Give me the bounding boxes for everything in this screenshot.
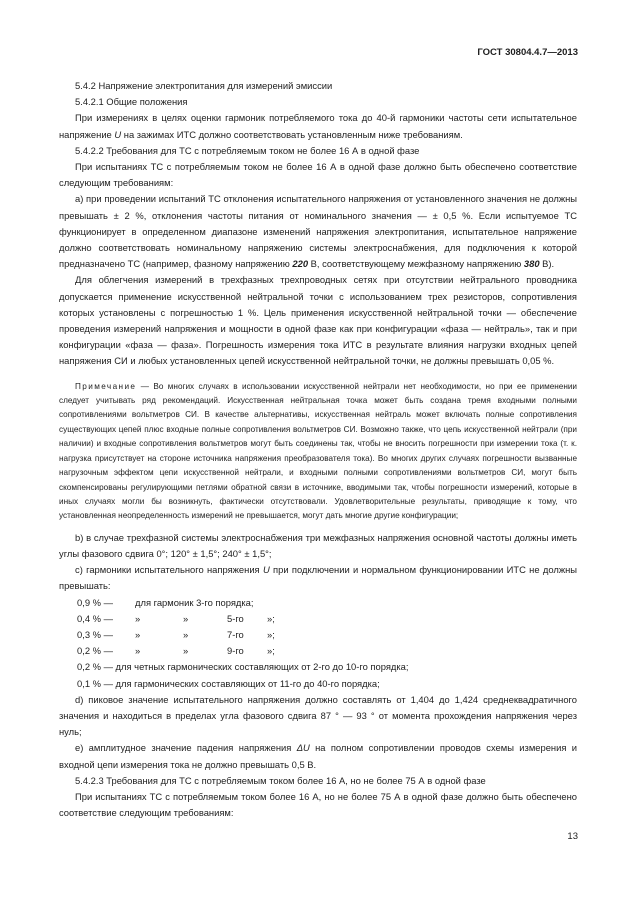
- harmonics-list: [59, 595, 577, 692]
- item-d: d) пиковое значение испытательного напряжения должно составлять от 1,404 до 1,424 среднеквадратичного значения и находиться в пределах угла фазового сдвига 87 ° — 93 ° от момента прохождения напряжения через нуль;: [59, 693, 577, 738]
- paragraph-neutral-point: Для облегчения измерений в трехфазных трехпроводных сетях при отсутствии нейтрального проводника допускается применение искусственной нейтральной точки с использованием трех резисторов, сопротивления которых установлены с погрешностью 1 %. Цель применения искусственной нейтральной точки — обеспечение проведения измерений напряжения и мощности в одной фазе как при конфигурации «фаза — нейтраль», так и при конфигурации «фаза — фаза». Погрешность измерения тока ИТС в результате влияния нагрузки входных цепей напряжения СИ и любых установленных цепей искусственной нейтральной точки, не должны превышать 0,05 %.: [59, 274, 577, 367]
- harmonic-high-line: 0,1 % — для гармонических составляющих от 11-го до 40-го порядка;: [77, 677, 380, 689]
- harmonic-row: 0,9 % — для гармоник 3-го порядка;: [77, 596, 254, 608]
- paragraph-requirements-intro: При испытаниях ТС с потребляемым током не более 16 А в одной фазе должно быть обеспечено соответствие следующим требованиям:: [59, 161, 577, 189]
- standard-header: ГОСТ 30804.4.7—2013: [477, 47, 578, 58]
- harmonic-row: 0,2 % — » » 9-го »;: [77, 645, 275, 657]
- page-number: 13: [567, 831, 578, 842]
- item-e: е) амплитудное значение падения напряжения ΔU на полном сопротивлении проводов схемы измерения и входной цепи измерения тока не должно превышать 0,5 В.: [59, 742, 577, 770]
- paragraph-requirements-75a: При испытаниях ТС с потребляемым током более 16 А, но не более 75 А в одной фазе должно быть обеспечено соответствие следующим требованиям:: [59, 790, 577, 819]
- section-heading-5-4-2-2: 5.4.2.2 Требования для ТС с потребляемым током не более 16 А в одной фазе: [75, 144, 420, 156]
- harmonic-row: 0,4 % — » » 5-го »;: [77, 612, 275, 624]
- harmonic-even-line: 0,2 % — для четных гармонических составляющих от 2-го до 10-го порядка;: [77, 661, 409, 673]
- note: Примечание — Во многих случаях в использовании искусственной нейтрали нет необходимости, но при ее применении следует учитывать ряд рекомендаций. Искусственная нейтральная точка может быть создана тремя входными полными сопротивлениями вольтметров СИ. В качестве альтернативы, искусственная нейтраль может включать полные сопротивления существующих цепей плюс входные полные сопротивления вольтметров СИ. Возможно также, что цепь искусственной нейтрали (при наличии) и входные сопротивления вольтметров могут быть соединены так, чтобы не вносить погрешности при измерении тока (т. к. нагрузка присутствует на стороне источника напряжения преобразователя тока). Во многих других случаях погрешности вызванные нагрузочным эффектом цепи искусственной нейтрали, и входными полными сопротивлениями вольтметров СИ, могут быть скомпенсированы регулирующими петлями обратной связи в источнике, вводимыми так, чтобы погрешности измерений, которые в иных случаях могли бы возникнуть, фактически отсутствовали. Удовлетворительные результаты, приводящие к тому, что установленная неопределенность измерений не превышается, могут дать многие другие конфигурации;: [59, 381, 577, 521]
- section-heading-5-4-2-3: 5.4.2.3 Требования для ТС с потребляемым током более 16 А, но не более 75 А в одной фазе: [75, 774, 486, 786]
- harmonic-row: 0,3 % — » » 7-го »;: [77, 628, 275, 640]
- note-label: Примечание: [75, 381, 137, 391]
- item-a: а) при проведении испытаний ТС отклонения испытательного напряжения от установленного значения не должны превышать ± 2 %, отклонения частоты питания от номинального значения — ± 0,5 %. Если испытуемое ТС функционирует в определенном диапазоне изменений напряжения электропитания, испытательное напряжение должно соответствовать номинальному напряжению системы электроснабжения, для подключения к которой предназначено ТС (например, фазному напряжению 220 В, соответствующему межфазному напряжению 380 В).: [59, 193, 577, 270]
- item-b: b) в случае трехфазной системы электроснабжения три межфазных напряжения основной частоты должны иметь углы фазового сдвига 0°; 120° ± 1,5°; 240° ± 1,5°;: [59, 531, 577, 559]
- document-body: [59, 78, 577, 821]
- item-c: c) гармоники испытательного напряжения U при подключении и нормальном функционировании ИТС не должны превышать:: [59, 564, 578, 592]
- paragraph-general: При измерениях в целях оценки гармоник потребляемого тока до 40-й гармоники частоты сети испытательное напряжение U на зажимах ИТС должно соответствовать установленным ниже требованиям.: [59, 112, 577, 140]
- section-heading-5-4-2-1: 5.4.2.1 Общие положения: [75, 96, 188, 108]
- section-heading-5-4-2: 5.4.2 Напряжение электропитания для измерений эмиссии: [75, 80, 333, 91]
